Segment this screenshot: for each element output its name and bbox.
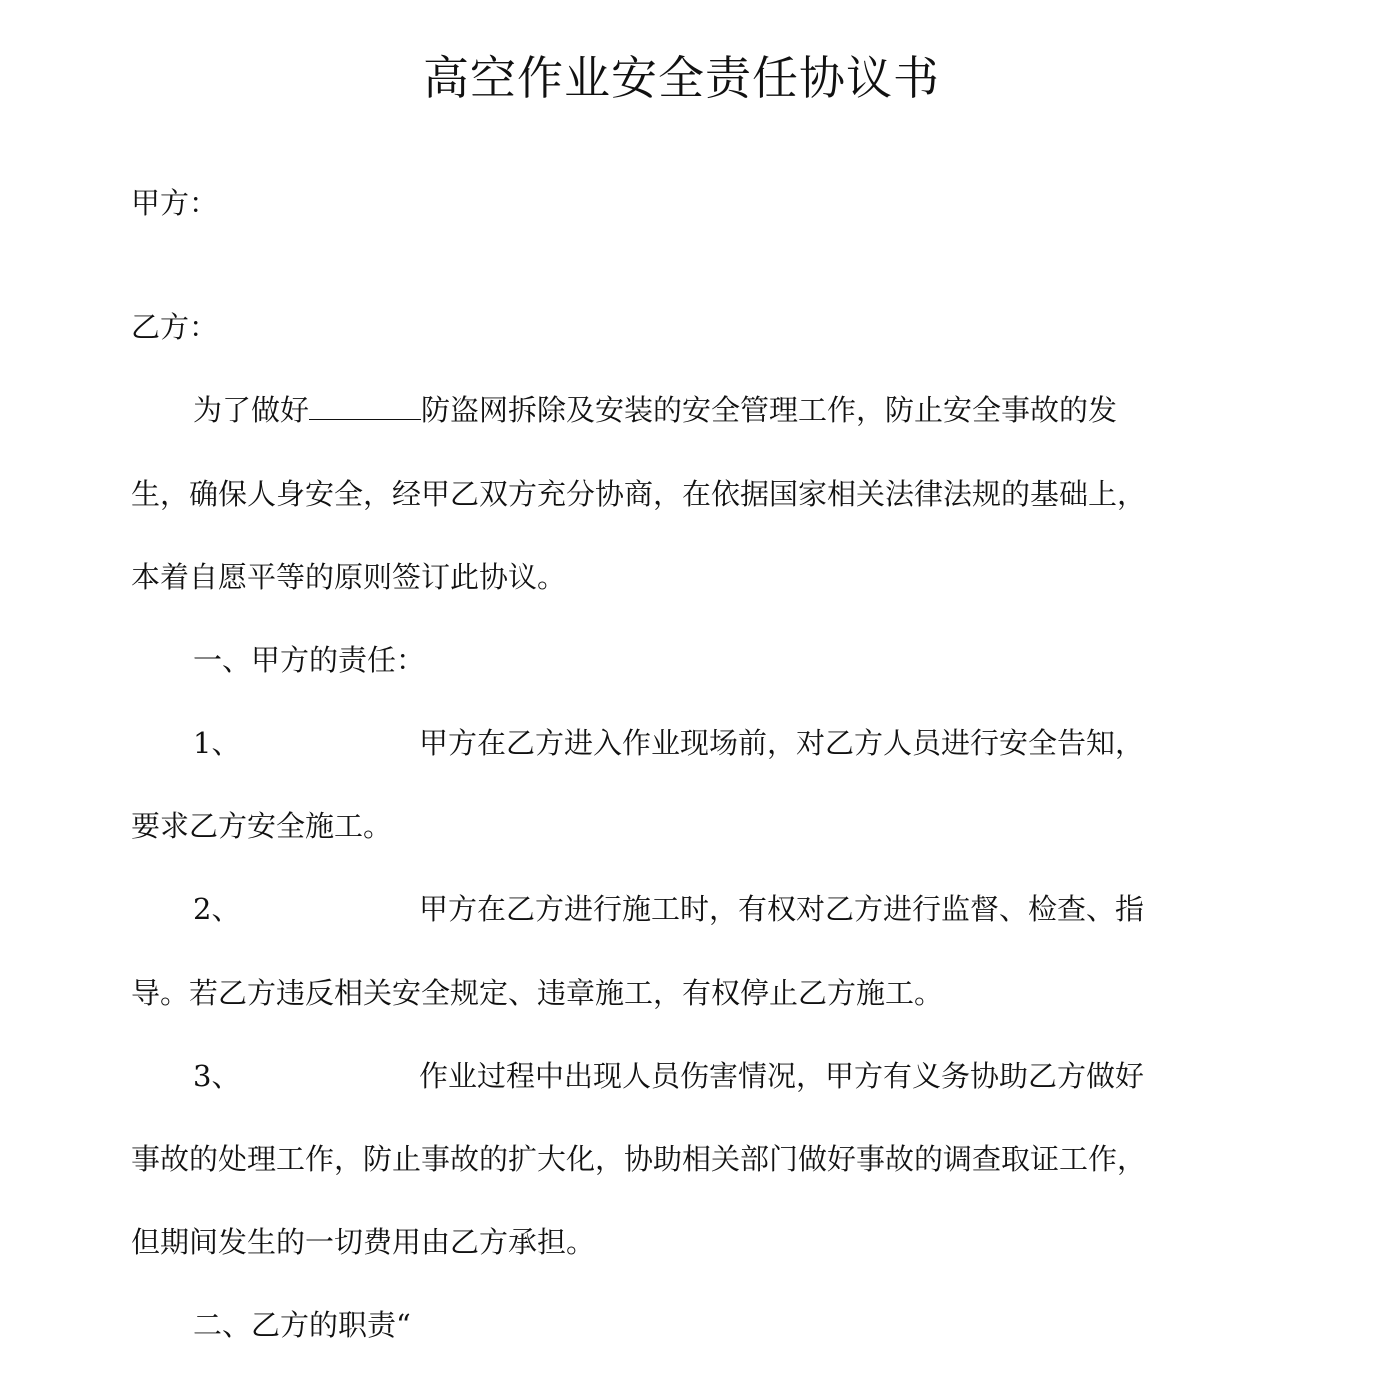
intro-text-after-blank: 防盗网拆除及安装的安全管理工作，防止安全事故的发 [421,393,1118,427]
section-1-item-1-line-2: 要求乙方安全施工。 [131,809,393,843]
intro-line-3: 本着自愿平等的原则签订此协议。 [131,560,567,594]
item-text: 甲方在乙方进行施工时，有权对乙方进行监督、检查、指 [419,892,1145,926]
section-2-heading: 二、乙方的职责“ [193,1308,411,1342]
section-1-heading: 一、甲方的责任： [193,643,426,677]
intro-text-before-blank: 为了做好 [193,393,310,427]
section-1-item-2-line-2: 导。若乙方违反相关安全规定、违章施工，有权停止乙方施工。 [131,976,944,1010]
party-a-label: 甲方： [131,186,219,220]
section-1-item-1-line-1 [193,723,1144,763]
section-1-item-3-line-2: 事故的处理工作，防止事故的扩大化，协助相关部门做好事故的调查取证工作， [131,1142,1147,1176]
party-b-label: 乙方： [131,310,219,344]
document-title: 高空作业安全责任协议书 [423,51,940,105]
fill-in-blank [309,391,421,420]
intro-line-2: 生，确保人身安全，经甲乙双方充分协商，在依据国家相关法律法规的基础上， [131,477,1147,511]
section-1-item-3-line-1 [193,1056,1144,1096]
intro-line-1 [193,390,1117,430]
item-number: 2、 [193,892,241,926]
item-text: 甲方在乙方进入作业现场前，对乙方人员进行安全告知， [419,726,1145,760]
section-1-item-3-line-3: 但期间发生的一切费用由乙方承担。 [131,1225,596,1259]
item-number: 1、 [193,726,241,760]
section-1-item-2-line-1 [193,889,1144,929]
item-number: 3、 [193,1059,241,1093]
item-text: 作业过程中出现人员伤害情况，甲方有义务协助乙方做好 [419,1059,1145,1093]
